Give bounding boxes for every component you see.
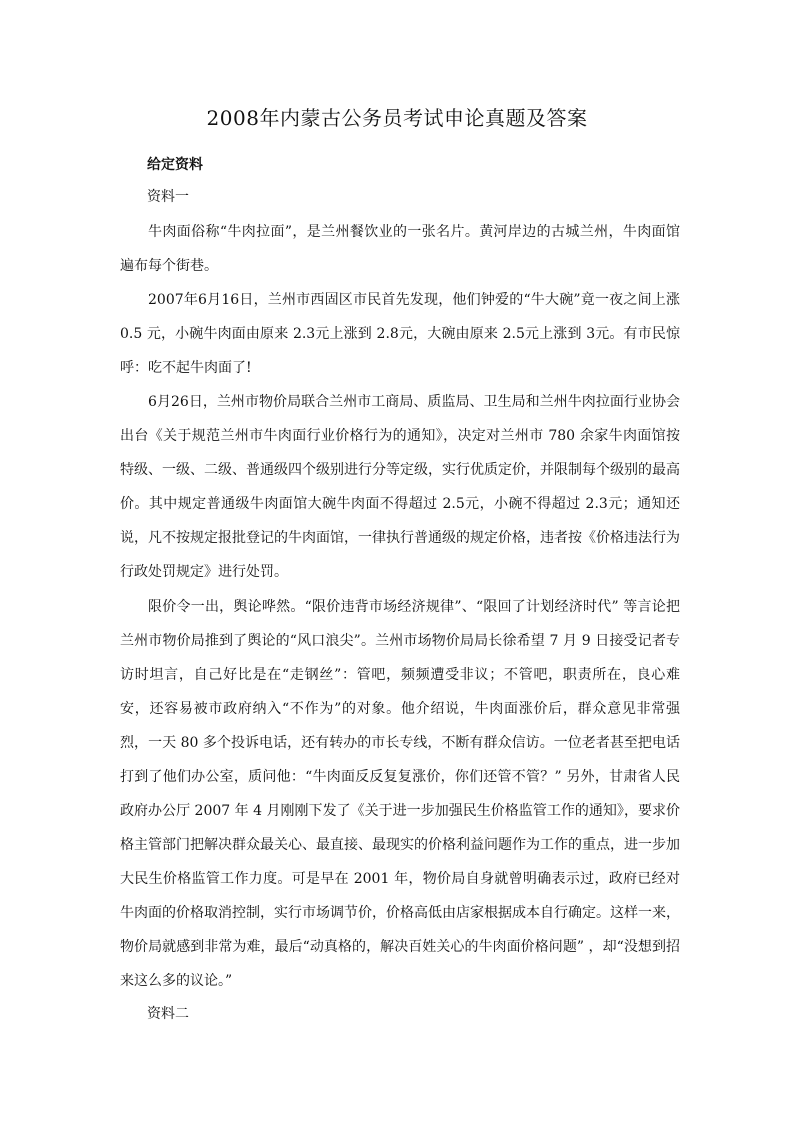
section-heading: 给定资料 [147,157,203,173]
paragraph-4 [120,590,680,998]
document-title: 2008年内蒙古公务员考试申论真题及答案 [206,106,588,130]
material-1-heading: 资料一 [147,189,189,205]
paragraph-3 [120,385,680,589]
paragraph-text: 牛肉面俗称“牛肉拉面”，是兰州餐饮业的一张名片。黄河岸边的古城兰州，牛肉面馆遍布每个街巷。 [120,224,680,274]
material-2-heading: 资料二 [147,1006,189,1022]
paragraph-text: 限价令一出，舆论哗然。“限价违背市场经济规律”、“限回了计划经济时代” 等言论把兰州市物价局推到了舆论的“风口浪尖”。兰州市场物价局局长徐希望 7 月 9 日接受记者专访时坦言，自己好比是在“走钢丝”：管吧，频频遭受非议；不管吧，职责所在，良心难安，还容易被市政府纳入“不作为”的对象。他介绍说，牛肉面涨价后，群众意见非常强烈，一天 80 多个投诉电话，还有转办的市长专线，不断有群众信访。一位老者甚至把电话打到了他们办公室，质问他：“牛肉面反反复复涨价，你们还管不管？” 另外，甘肃省人民政府办公厅 2007 年 4 月刚刚下发了《关于进一步加强民生价格监管工作的通知》，要求价格主管部门把解决群众最关心、最直接、最现实的价格利益问题作为工作的重点，进一步加大民生价格监管工作力度。可是早在 2001 年，物价局自身就曾明确表示过，政府已经对牛肉面的价格取消控制，实行市场调节价，价格高低由店家根据成本自行确定。这样一来，物价局就感到非常为难，最后“动真格的，解决百姓关心的牛肉面价格问题” ，却“没想到招来这么多的议论。” [120,599,680,989]
paragraph-text: 6月26日，兰州市物价局联合兰州市工商局、质监局、卫生局和兰州牛肉拉面行业协会出台《关于规范兰州市牛肉面行业价格行为的通知》，决定对兰州市 780 余家牛肉面馆按特级、一级、二级、普通级四个级别进行分等定级，实行优质定价，并限制每个级别的最高价。其中规定普通级牛肉面馆大碗牛肉面不得超过 2.5元，小碗不得超过 2.3元；通知还说，凡不按规定报批登记的牛肉面馆，一律执行普通级的规定价格，违者按《价格违法行为行政处罚规定》进行处罚。 [120,394,680,580]
paragraph-text: 2007年6月16日，兰州市西固区市民首先发现，他们钟爱的“牛大碗”竟一夜之间上涨0.5 元，小碗牛肉面由原来 2.3元上涨到 2.8元，大碗由原来 2.5元上涨到 3元。有市民惊呼：吃不起牛肉面了! [120,292,680,376]
paragraph-2 [120,283,680,385]
paragraph-1 [120,215,680,283]
